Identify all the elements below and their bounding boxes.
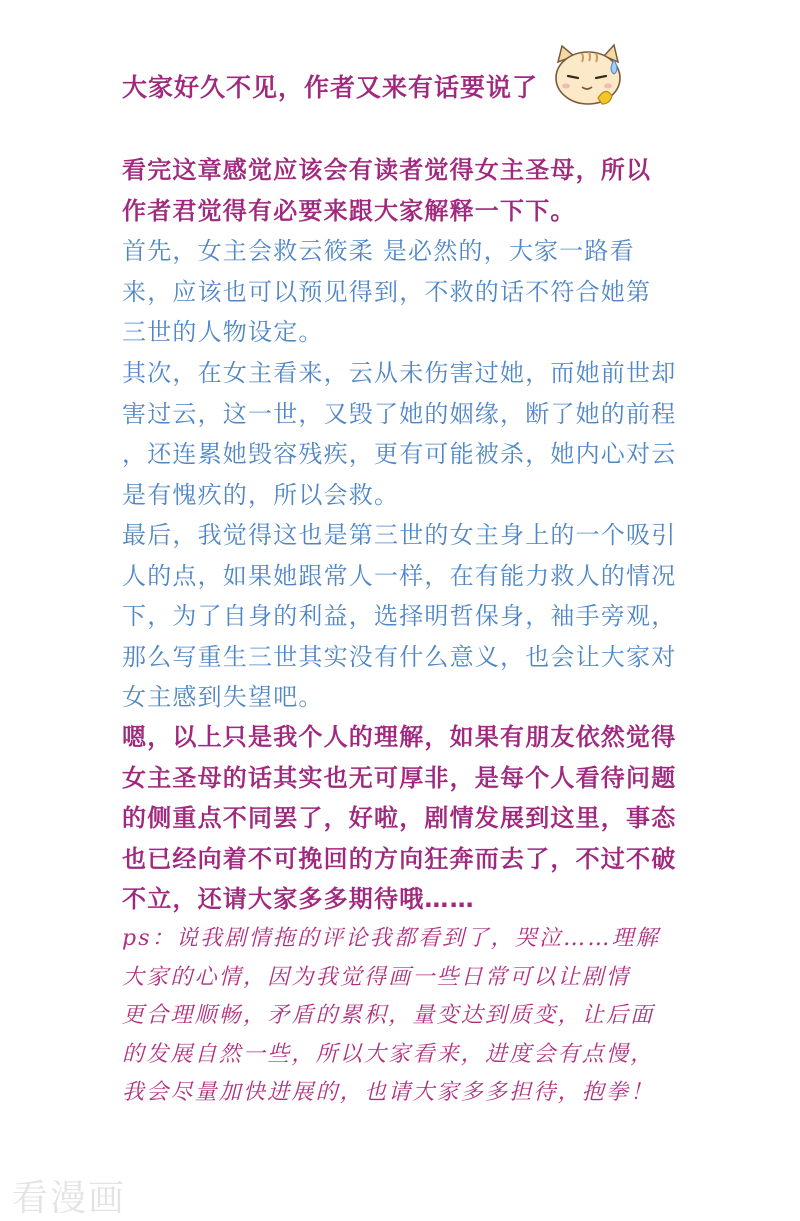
intro-paragraph — [122, 150, 702, 231]
ps-line: 大家的心情，因为我觉得画一些日常可以让剧情 — [122, 964, 631, 990]
second-line: 害过云，这一世，又毁了她的姻缘，断了她的前程 — [122, 399, 677, 428]
first-line: 来，应该也可以预见得到，不救的话不符合她第 — [122, 277, 652, 306]
first-paragraph — [122, 231, 702, 353]
second-line: ，还连累她毁容残疾，更有可能被杀，她内心对云 — [122, 440, 677, 468]
last-paragraph — [122, 515, 702, 718]
closing-line: 也已经向着不可挽回的方向狂奔而去了，不过不破 — [122, 844, 677, 873]
last-line: 那么写重生三世其实没有什么意义，也会让大家对 — [122, 642, 677, 671]
second-line: 其次，在女主看来，云从未伤害过她，而她前世却 — [122, 359, 677, 387]
ps-line: 我会尽量加快进展的，也请大家多多担待，抱拳！ — [122, 1080, 655, 1105]
page-title: 大家好久不见，作者又来有话要说了 — [122, 73, 539, 102]
closing-line: 不立，还请大家多多期待哦…… — [122, 885, 475, 913]
ps-line: 的发展自然一些，所以大家看来，进度会有点慢， — [122, 1041, 655, 1067]
first-line: 首先，女主会救云筱柔 是必然的，大家一路看 — [122, 237, 635, 265]
ps-paragraph — [122, 920, 702, 1113]
sweating-cat-mascot-icon — [548, 40, 626, 110]
second-line: 是有愧疚的，所以会救。 — [122, 480, 400, 509]
closing-line: 嗯，以上只是我个人的理解，如果有朋友依然觉得 — [122, 723, 677, 751]
second-paragraph — [122, 353, 702, 515]
last-line: 人的点，如果她跟常人一样，在有能力救人的情况 — [122, 561, 677, 590]
first-line: 三世的人物设定。 — [122, 318, 324, 346]
intro-line: 作者君觉得有必要来跟大家解释一下下。 — [122, 196, 576, 225]
last-line: 下，为了自身的利益，选择明哲保身，袖手旁观， — [122, 602, 677, 630]
watermark: 看漫画 — [12, 1178, 127, 1219]
last-line: 最后，我觉得这也是第三世的女主身上的一个吸引 — [122, 521, 677, 549]
closing-line: 女主圣母的话其实也无可厚非，是每个人看待问题 — [122, 763, 677, 792]
closing-line: 的侧重点不同罢了，好啦，剧情发展到这里，事态 — [122, 804, 677, 832]
ps-line: ps：说我剧情拖的评论我都看到了，哭泣……理解 — [122, 926, 660, 951]
intro-line: 看完这章感觉应该会有读者觉得女主圣母，所以 — [122, 156, 652, 184]
last-line: 女主感到失望吧。 — [122, 683, 324, 711]
ps-line: 更合理顺畅，矛盾的累积，量变达到质变，让后面 — [122, 1003, 655, 1028]
closing-paragraph — [122, 717, 702, 920]
